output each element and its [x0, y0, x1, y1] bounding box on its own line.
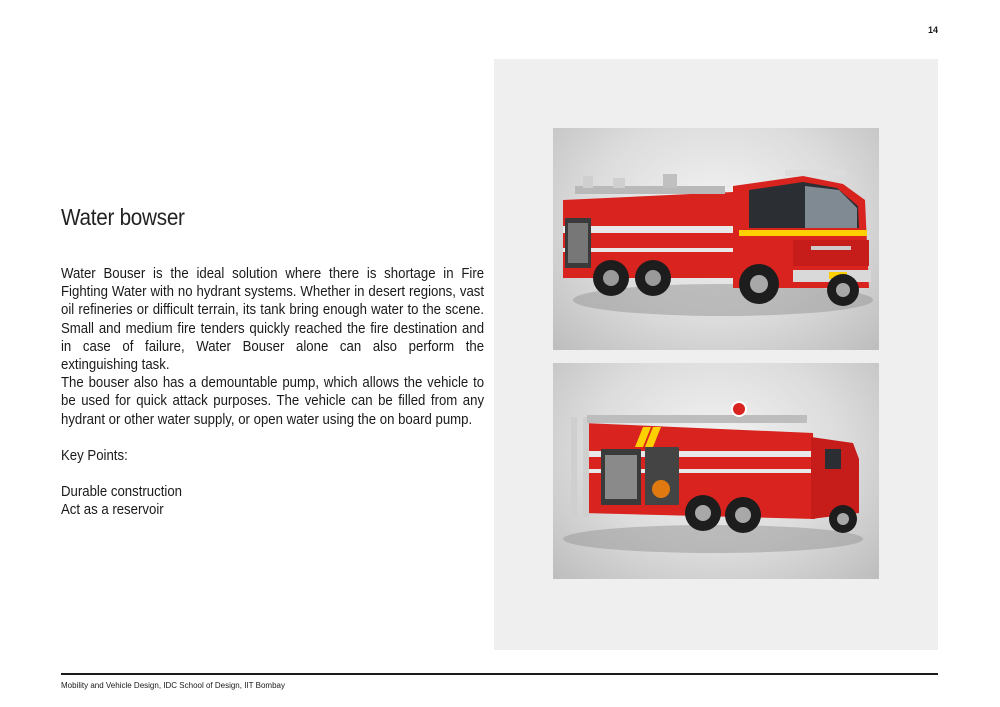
- fire-truck-front-icon: [553, 128, 879, 350]
- footer-text: Mobility and Vehicle Design, IDC School of Design, IIT Bombay: [61, 681, 285, 690]
- fire-truck-rear-photo: [553, 363, 879, 579]
- image-panel: [494, 59, 938, 650]
- paragraph-intro: Water Bouser is the ideal solution where there is shortage in Fire Fighting Water with no hydrant systems. Whether in desert regions, vast oil refineries or difficult terrain, its tank bring enough water to the scene. Small and medium fire tenders quickly reached the fire destination and in case of failure, Water Bouser alone can also perform the extinguishing task.: [61, 266, 485, 374]
- key-points-heading: Key Points:: [61, 447, 128, 464]
- footer-rule: [61, 673, 938, 675]
- body-text: [61, 265, 484, 519]
- fire-truck-rear-icon: [553, 363, 879, 579]
- key-point-item: Durable construction: [61, 484, 183, 501]
- page-number: 14: [927, 25, 938, 35]
- page-title: Water bowser: [61, 204, 185, 230]
- paragraph-pump: The bouser also has a demountable pump, which allows the vehicle to be used for quick attack purposes. The vehicle can be filled from any hydrant or other water supply, or open water using the on board pump.: [61, 375, 485, 428]
- fire-truck-front-photo: [553, 128, 879, 350]
- key-point-item: Act as a reservoir: [61, 502, 164, 519]
